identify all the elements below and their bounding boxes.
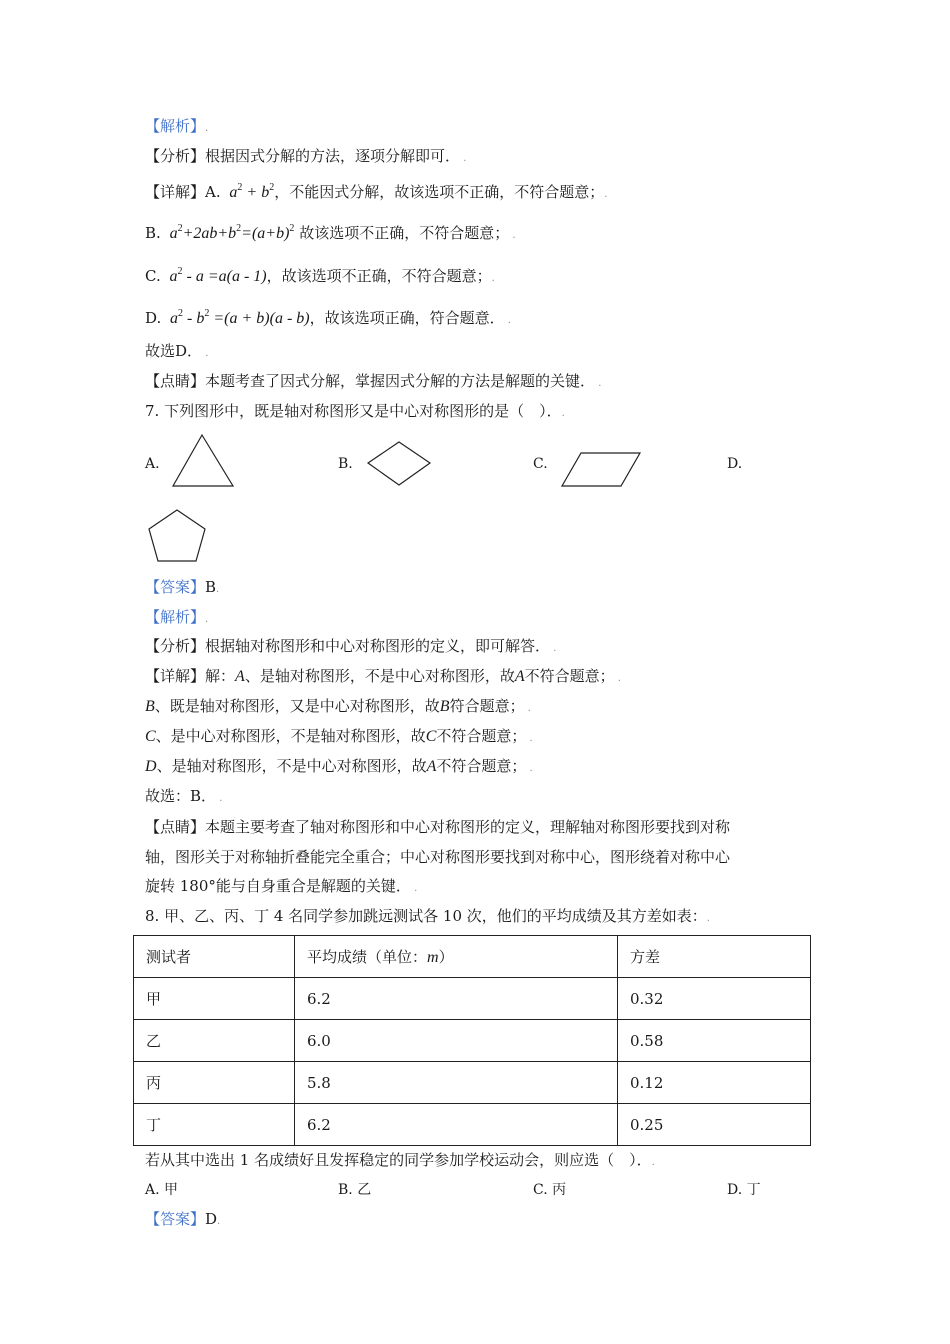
dianjing-text: 本题主要考查了轴对称图形和中心对称图形的定义，理解轴对称图形要找到对称 xyxy=(205,818,731,836)
letter-c: C xyxy=(145,728,156,745)
q8-option-d: D. 丁 xyxy=(727,1182,761,1198)
option-b-prefix: B. xyxy=(145,224,161,242)
table-cell: 丁 xyxy=(134,1104,295,1146)
q7-detail-c: C、是中心对称图形，不是轴对称图形，故C不符合题意； . xyxy=(145,727,533,745)
detail-text: 符合题意； xyxy=(449,697,525,715)
q6-detail-c: C. $a^2 - a =a(a - 1)$，故该选项不正确，不符合题意；. xyxy=(145,266,495,285)
table-header-row xyxy=(134,936,811,978)
q7-dianjing-3: 旋转 180°能与自身重合是解题的关键． . xyxy=(145,877,418,895)
fenxi-tag: 【分析】 xyxy=(145,637,206,655)
letter-a: A xyxy=(426,758,437,775)
dianjing-tag: 【点睛】 xyxy=(145,372,206,390)
score-variance-table xyxy=(133,935,811,1146)
letter-c: C xyxy=(425,728,437,745)
q7-option-b-label: B. xyxy=(338,456,353,472)
q6-jiexi: 【解析】. xyxy=(145,117,209,135)
letter-b: B xyxy=(145,698,155,715)
detail-text: 、是轴对称图形，不是中心对称图形，故 xyxy=(244,667,515,685)
table-cell: 5.8 xyxy=(295,1062,618,1104)
q7-question-text: 7. 下列图形中，既是轴对称图形又是中心对称图形的是（ ）． xyxy=(145,402,562,420)
q8-answer: 【答案】D. xyxy=(145,1210,221,1228)
q8-question-text: 8. 甲、乙、丙、丁 4 名同学参加跳远测试各 10 次，他们的平均成绩及其方差如表： xyxy=(145,907,707,925)
q7-detail-a: 【详解】解：A、是轴对称图形，不是中心对称图形，故A不符合题意； . xyxy=(145,667,621,685)
table-cell: 甲 xyxy=(134,978,295,1020)
unit-m: m xyxy=(427,949,439,966)
expr-difference-of-squares: $a^2 - b^2 =(a + b)(a - b)$ xyxy=(166,308,310,327)
table-row xyxy=(134,1020,811,1062)
parallelogram-icon xyxy=(559,450,645,490)
table-cell: 0.58 xyxy=(618,1020,811,1062)
fenxi-text: 根据因式分解的方法，逐项分解即可． xyxy=(205,147,461,165)
q6-detail-b: B. $a^2+2ab+b^2=(a+b)^2$ 故该选项不正确，不符合题意； . xyxy=(145,223,516,242)
q6-dianjing: 【点睛】本题考查了因式分解，掌握因式分解的方法是解题的关键． . xyxy=(145,372,602,390)
xiangjie-tag: 【详解】 xyxy=(145,667,206,685)
answer-tag: 【答案】 xyxy=(145,1210,206,1228)
q6-detail-a: 【详解】A. $a^2 + b^2$，不能因式分解，故该选项不正确，不符合题意；. xyxy=(145,182,608,201)
q6-fenxi: 【分析】根据因式分解的方法，逐项分解即可． . xyxy=(145,147,467,165)
q7-jiexi: 【解析】. xyxy=(145,608,209,626)
detail-text: 、既是轴对称图形，又是中心对称图形，故 xyxy=(154,697,440,715)
q7-answer: 【答案】B. xyxy=(145,578,220,596)
header-cell: 方差 xyxy=(618,936,811,978)
q8-option-c: C. 丙 xyxy=(533,1182,567,1198)
letter-a: A xyxy=(514,668,525,685)
option-c-prefix: C. xyxy=(145,267,161,285)
q7-choice: 故选：B． . xyxy=(145,787,223,805)
table-cell: 6.2 xyxy=(295,978,618,1020)
table-row xyxy=(134,978,811,1020)
q8-after: 若从其中选出 1 名成绩好且发挥稳定的同学参加学校运动会，则应选（ ）．. xyxy=(145,1151,655,1169)
jiexi-tag: 【解析】 xyxy=(145,608,206,626)
header-text: ） xyxy=(438,948,454,966)
answer-tag: 【答案】 xyxy=(145,578,206,596)
detail-text: 不符合题意； xyxy=(436,757,527,775)
dianjing-text: 轴，图形关于对称轴折叠能完全重合；中心对称图形要找到对称中心，图形绕着对称中心 xyxy=(145,848,731,866)
q7-dianjing-2 xyxy=(145,847,730,867)
q6-choice: 故选D． . xyxy=(145,342,209,360)
q7-fenxi: 【分析】根据轴对称图形和中心对称图形的定义，即可解答． . xyxy=(145,637,557,655)
q7-question: 7. 下列图形中，既是轴对称图形又是中心对称图形的是（ ）．. xyxy=(145,402,565,420)
option-d-prefix: D. xyxy=(145,309,162,327)
detail-text: 、是轴对称图形，不是中心对称图形，故 xyxy=(156,757,427,775)
table-cell: 0.12 xyxy=(618,1062,811,1104)
q7-detail-d: D、是轴对称图形，不是中心对称图形，故A不符合题意； . xyxy=(145,757,533,775)
q7-option-a-label: A. xyxy=(145,456,160,472)
q8-after-text: 若从其中选出 1 名成绩好且发挥稳定的同学参加学校运动会，则应选（ ）． xyxy=(145,1151,652,1169)
rhombus-icon xyxy=(365,440,433,488)
detail-prefix: 解： xyxy=(205,667,236,685)
detail-text: 不符合题意； xyxy=(436,727,527,745)
expr-perfect-square: $a^2+2ab+b^2=(a+b)^2$ xyxy=(165,223,295,242)
xiangjie-tag: 【详解】 xyxy=(145,183,206,201)
dianjing-text: 本题考查了因式分解，掌握因式分解的方法是解题的关键． xyxy=(205,372,596,390)
table-cell: 乙 xyxy=(134,1020,295,1062)
option-c-rest: ，故该选项不正确，不符合题意； xyxy=(266,267,492,285)
detail-text: 不符合题意； xyxy=(524,667,615,685)
header-cell xyxy=(295,936,618,978)
option-a-prefix: A. xyxy=(205,183,221,201)
letter-d: D xyxy=(145,758,157,775)
jiexi-tag: 【解析】 xyxy=(145,117,206,135)
dianjing-tag: 【点睛】 xyxy=(145,818,206,836)
table-cell: 丙 xyxy=(134,1062,295,1104)
table-row xyxy=(134,1062,811,1104)
option-a-rest: ，不能因式分解，故该选项不正确，不符合题意； xyxy=(274,183,605,201)
answer-value: B xyxy=(205,578,217,596)
answer-value: D xyxy=(205,1210,218,1228)
table-cell: 6.2 xyxy=(295,1104,618,1146)
expr-a2-plus-b2: $a^2 + b^2$ xyxy=(225,182,275,201)
q7-option-c-label: C. xyxy=(533,456,548,472)
triangle-icon xyxy=(170,432,236,490)
pentagon-icon xyxy=(146,507,208,565)
expr-a2-minus-a: $a^2 - a =a(a - 1)$ xyxy=(165,266,267,285)
table-row xyxy=(134,1104,811,1146)
header-text: 平均成绩（单位： xyxy=(307,948,428,966)
table-cell: 0.25 xyxy=(618,1104,811,1146)
letter-a: A xyxy=(235,668,245,685)
q7-dianjing-1 xyxy=(145,817,730,837)
q8-question: 8. 甲、乙、丙、丁 4 名同学参加跳远测试各 10 次，他们的平均成绩及其方差如表：. xyxy=(145,907,710,925)
detail-text: 、是中心对称图形，不是轴对称图形，故 xyxy=(155,727,426,745)
dianjing-text: 旋转 180°能与自身重合是解题的关键． xyxy=(145,877,411,895)
fenxi-text: 根据轴对称图形和中心对称图形的定义，即可解答． xyxy=(205,637,551,655)
letter-b: B xyxy=(439,698,450,715)
q8-option-b: B. 乙 xyxy=(338,1182,372,1198)
q7-detail-b: B、既是轴对称图形，又是中心对称图形，故B符合题意； . xyxy=(145,697,531,715)
q6-detail-d: D. $a^2 - b^2 =(a + b)(a - b)$，故该选项正确，符合题意． . xyxy=(145,308,511,327)
table-cell: 0.32 xyxy=(618,978,811,1020)
table-cell: 6.0 xyxy=(295,1020,618,1062)
option-d-rest: ，故该选项正确，符合题意． xyxy=(309,309,505,327)
header-cell: 测试者 xyxy=(134,936,295,978)
fenxi-tag: 【分析】 xyxy=(145,147,206,165)
option-b-rest: 故该选项不正确，不符合题意； xyxy=(299,224,510,242)
q7-choice-text: 故选：B． xyxy=(145,787,217,805)
q6-choice-text: 故选D． xyxy=(145,342,203,360)
q8-option-a: A. 甲 xyxy=(145,1182,179,1198)
q7-option-d-label: D. xyxy=(727,456,743,472)
